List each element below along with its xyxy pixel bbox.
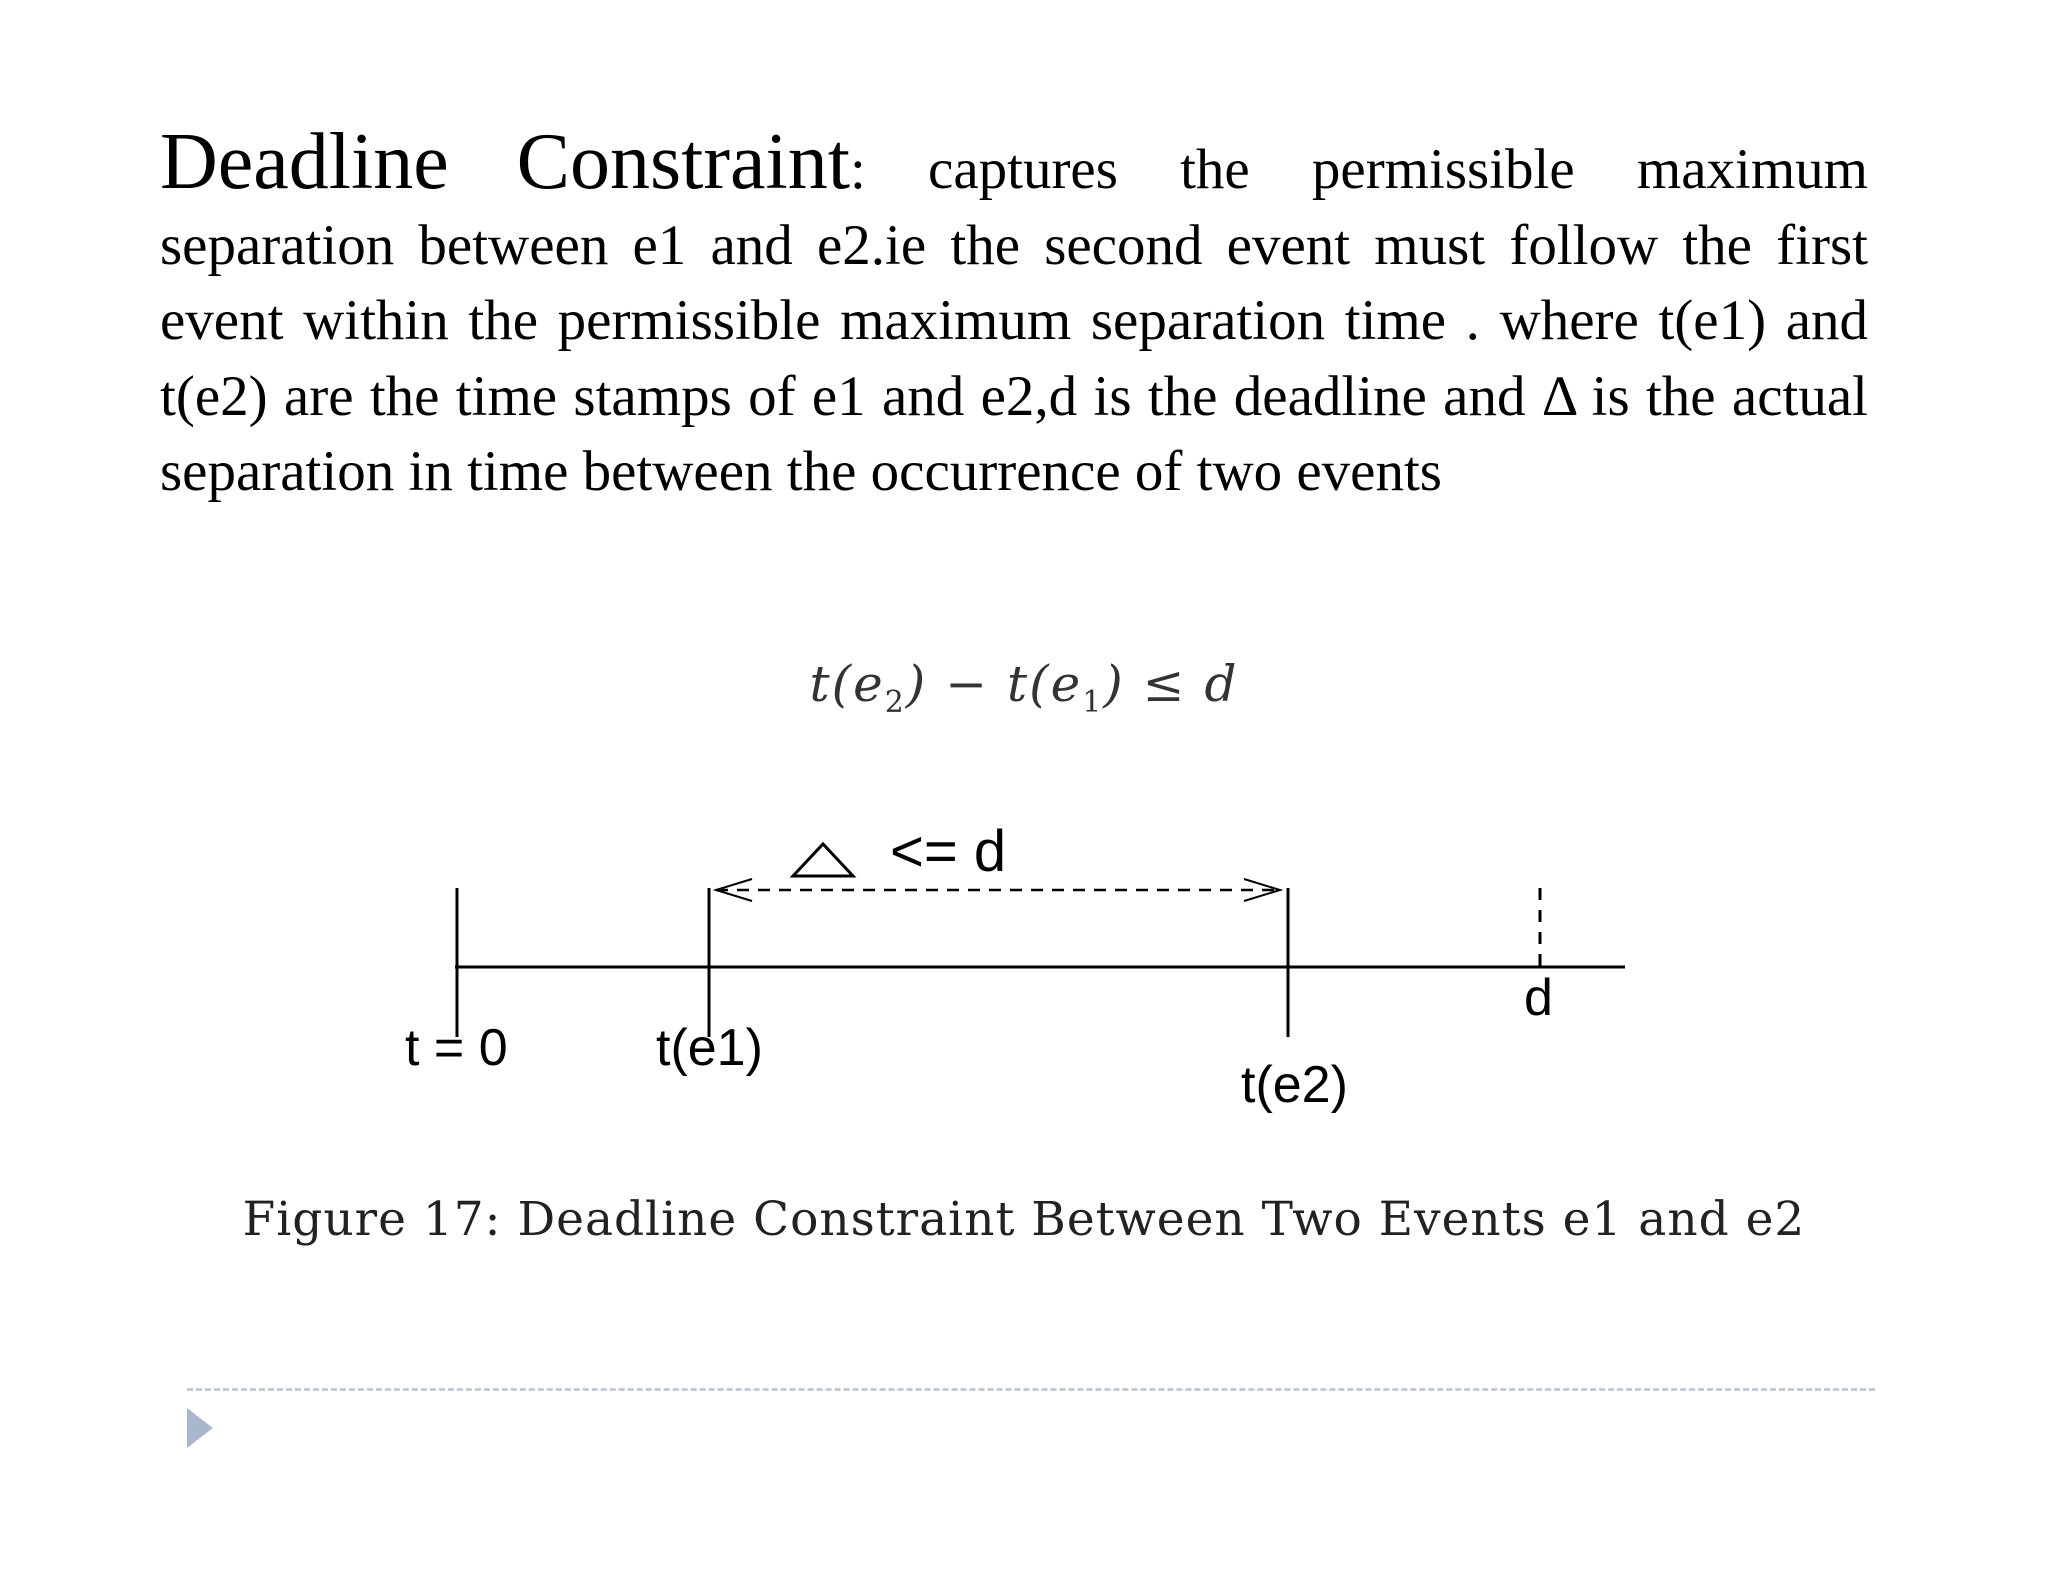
triangle-bullet-icon	[187, 1408, 213, 1448]
footer-divider	[187, 1388, 1875, 1391]
slide-heading: Deadline Constraint	[160, 118, 850, 206]
heading-colon: :	[850, 138, 866, 201]
timeline-diagram	[0, 800, 2048, 1130]
label-e2: t(e2)	[1241, 1056, 1348, 1114]
label-e1: t(e1)	[656, 1019, 763, 1077]
figure-caption: Figure 17: Deadline Constraint Between Two Events e1 and e2	[242, 1192, 1806, 1247]
delta-symbol	[793, 844, 853, 876]
body-text: captures the permissible maximum separation between e1 and e2.ie the second event must follow the first event within the permissible maximum separation time . where t(e1) and t(e2) are the time stamps of e1 and e2,d is the deadline and Δ is the actual separation in time between the occurrence of two events	[160, 138, 1868, 503]
label-t0: t = 0	[405, 1019, 508, 1077]
body-paragraph	[160, 118, 1868, 510]
label-deadline: d	[1524, 969, 1553, 1027]
separation-label: <= d	[890, 819, 1007, 884]
deadline-formula: $t(e_2) - t(e_1) \le d$	[809, 655, 1239, 720]
